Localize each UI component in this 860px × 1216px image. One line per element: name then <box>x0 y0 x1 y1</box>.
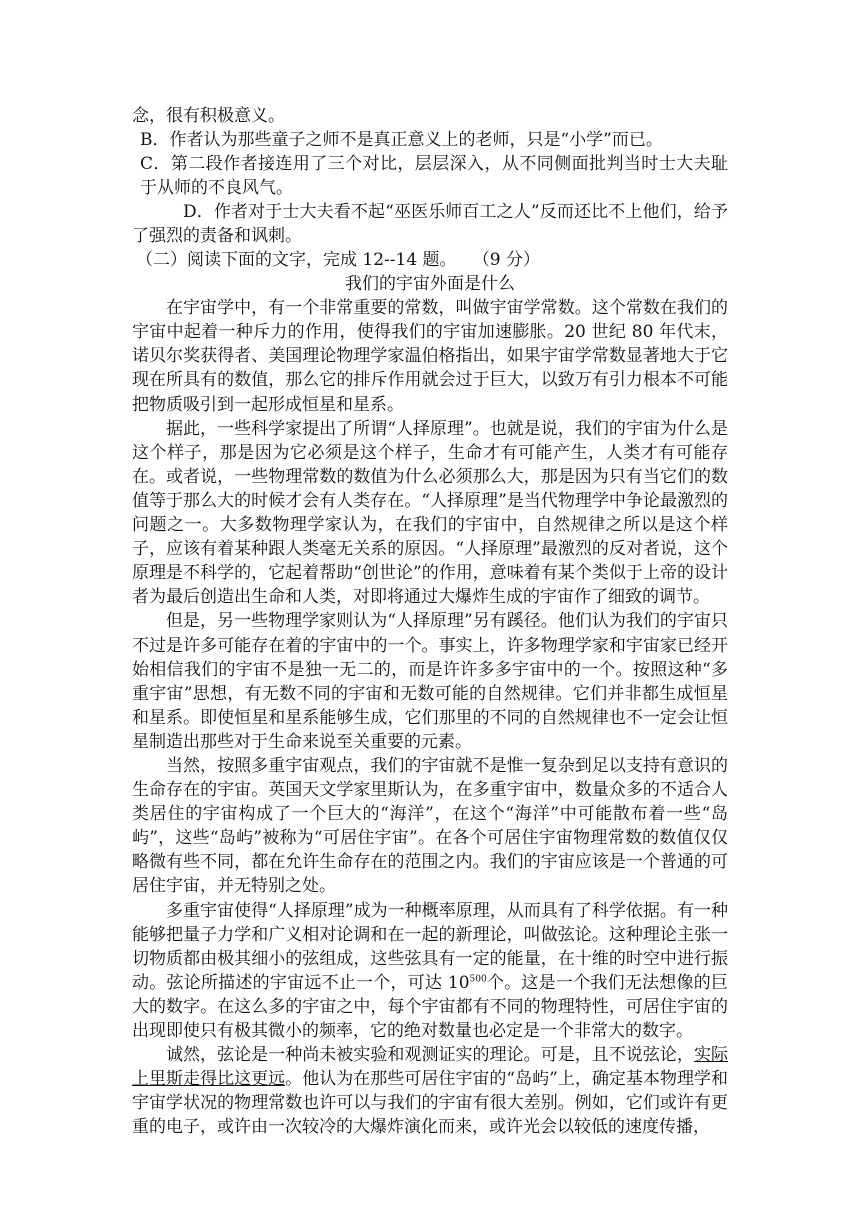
paragraph-5-text-a: 多重宇宙使得“人择原理”成为一种概率原理，从而具有了科学依据。有一种能够把量子力学和广义相对论调和在一起的新理论，叫做弦论。这种理论主张一切物质都由极其细小的弦组成，这些弦具有一定的能量，在十维的时空中进行振动。弦论所描述的宇宙远不止一个，可达 10 <box>132 900 728 993</box>
underlined-phrase: 实际上里斯走得比这更远 <box>132 1045 728 1090</box>
paragraph-6-text-a: 诚然，弦论是一种尚未被实验和观测证实的理论。可是，且不说弦论， <box>166 1045 694 1066</box>
question-tail-line: 念，很有积极意义。 <box>132 106 285 126</box>
exponent: 500 <box>469 974 487 985</box>
paragraph-2: 据此，一些科学家提出了所谓“人择原理”。也就是说，我们的宇宙为什么是这个样子，那是因为它必须是这个样子，生命才有可能产生，人类才有可能存在。或者说，一些物理常数的数值为什么必须那么大，那是因为只有当它们的数值等于那么大的时候才会有人类存在。“人择原理”是当代物理学中争论最激烈的问题之一。大多数物理学家认为，在我们的宇宙中，自然规律之所以是这个样子，应该有着某种跟人类毫无关系的原因。“人择原理”最激烈的反对者说，这个原理是不科学的，它起着帮助“创世论”的作用，意味着有某个类似于上帝的设计者为最后创造出生命和人类，对即将通过大爆炸生成的宇宙作了细致的调节。 <box>132 418 728 608</box>
paragraph-1: 在宇宙学中，有一个非常重要的常数，叫做宇宙学常数。这个常数在我们的宇宙中起着一种斥力的作用，使得我们的宇宙加速膨胀。20 世纪 80 年代末，诺贝尔奖获得者、美国理论物理学家温伯格指出，如果宇宙学常数显著地大于它现在所具有的数值，那么它的排斥作用就会过于巨大，以致万有引力根本不可能把物质吸引到一起形成恒星和星系。 <box>132 298 728 415</box>
paragraph-6 <box>132 1043 728 1139</box>
section-heading: （二）阅读下面的文字，完成 12--14 题。 （9 分） <box>136 250 540 271</box>
article-title: 我们的宇宙外面是什么 <box>345 274 515 295</box>
document-page <box>132 104 728 1139</box>
option-c: C．第二段作者接连用了三个对比，层层深入，从不同侧面批判当时士大夫耻于从师的不良风气。 <box>140 154 728 199</box>
paragraph-3: 但是，另一些物理学家则认为“人择原理”另有蹊径。他们认为我们的宇宙只不过是许多可能存在着的宇宙中的一个。事实上，许多物理学家和宇宙家已经开始相信我们的宇宙不是独一无二的，而是许许多多宇宙中的一个。按照这种“多重宇宙”思想，有无数不同的宇宙和无数可能的自然规律。它们并非都生成恒星和星系。即使恒星和星系能够生成，它们那里的不同的自然规律也不一定会让恒星制造出那些对于生命来说至关重要的元素。 <box>132 611 728 752</box>
option-b: B．作者认为那些童子之师不是真正意义上的老师，只是“小学”而已。 <box>140 130 663 150</box>
paragraph-6-text-b: 。他认为在那些可居住宇宙的“岛屿”上，确定基本物理学和宇宙学状况的物理常数也许可以与我们的宇宙有很大差别。例如，它们或许有更重的电子，或许由一次较冷的大爆炸演化而来，或许光会以较低的速度传播， <box>132 1069 729 1138</box>
paragraph-4: 当然，按照多重宇宙观点，我们的宇宙就不是惟一复杂到足以支持有意识的生命存在的宇宙。英国天文学家里斯认为，在多重宇宙中，数量众多的不适合人类居住的宇宙构成了一个巨大的“海洋”，在这个“海洋”中可能散布着一些“岛屿”，这些“岛屿”被称为“可居住宇宙”。在各个可居住宇宙物理常数的数值仅仅略微有些不同，都在允许生命存在的范围之内。我们的宇宙应该是一个普通的可居住宇宙，并无特别之处。 <box>132 755 728 897</box>
option-d: D．作者对于士大夫看不起“巫医乐师百工之人”反而还比不上他们，给予了强烈的责备和讽刺。 <box>132 202 728 247</box>
paragraph-5-text-b: 个。这是一个我们无法想像的巨大的数字。在这么多的宇宙之中，每个宇宙都有不同的物理特性，可居住宇宙的出现即使只有极其微小的频率，它的绝对数量也必定是一个非常大的数字。 <box>132 972 728 1041</box>
paragraph-5 <box>132 899 728 1044</box>
